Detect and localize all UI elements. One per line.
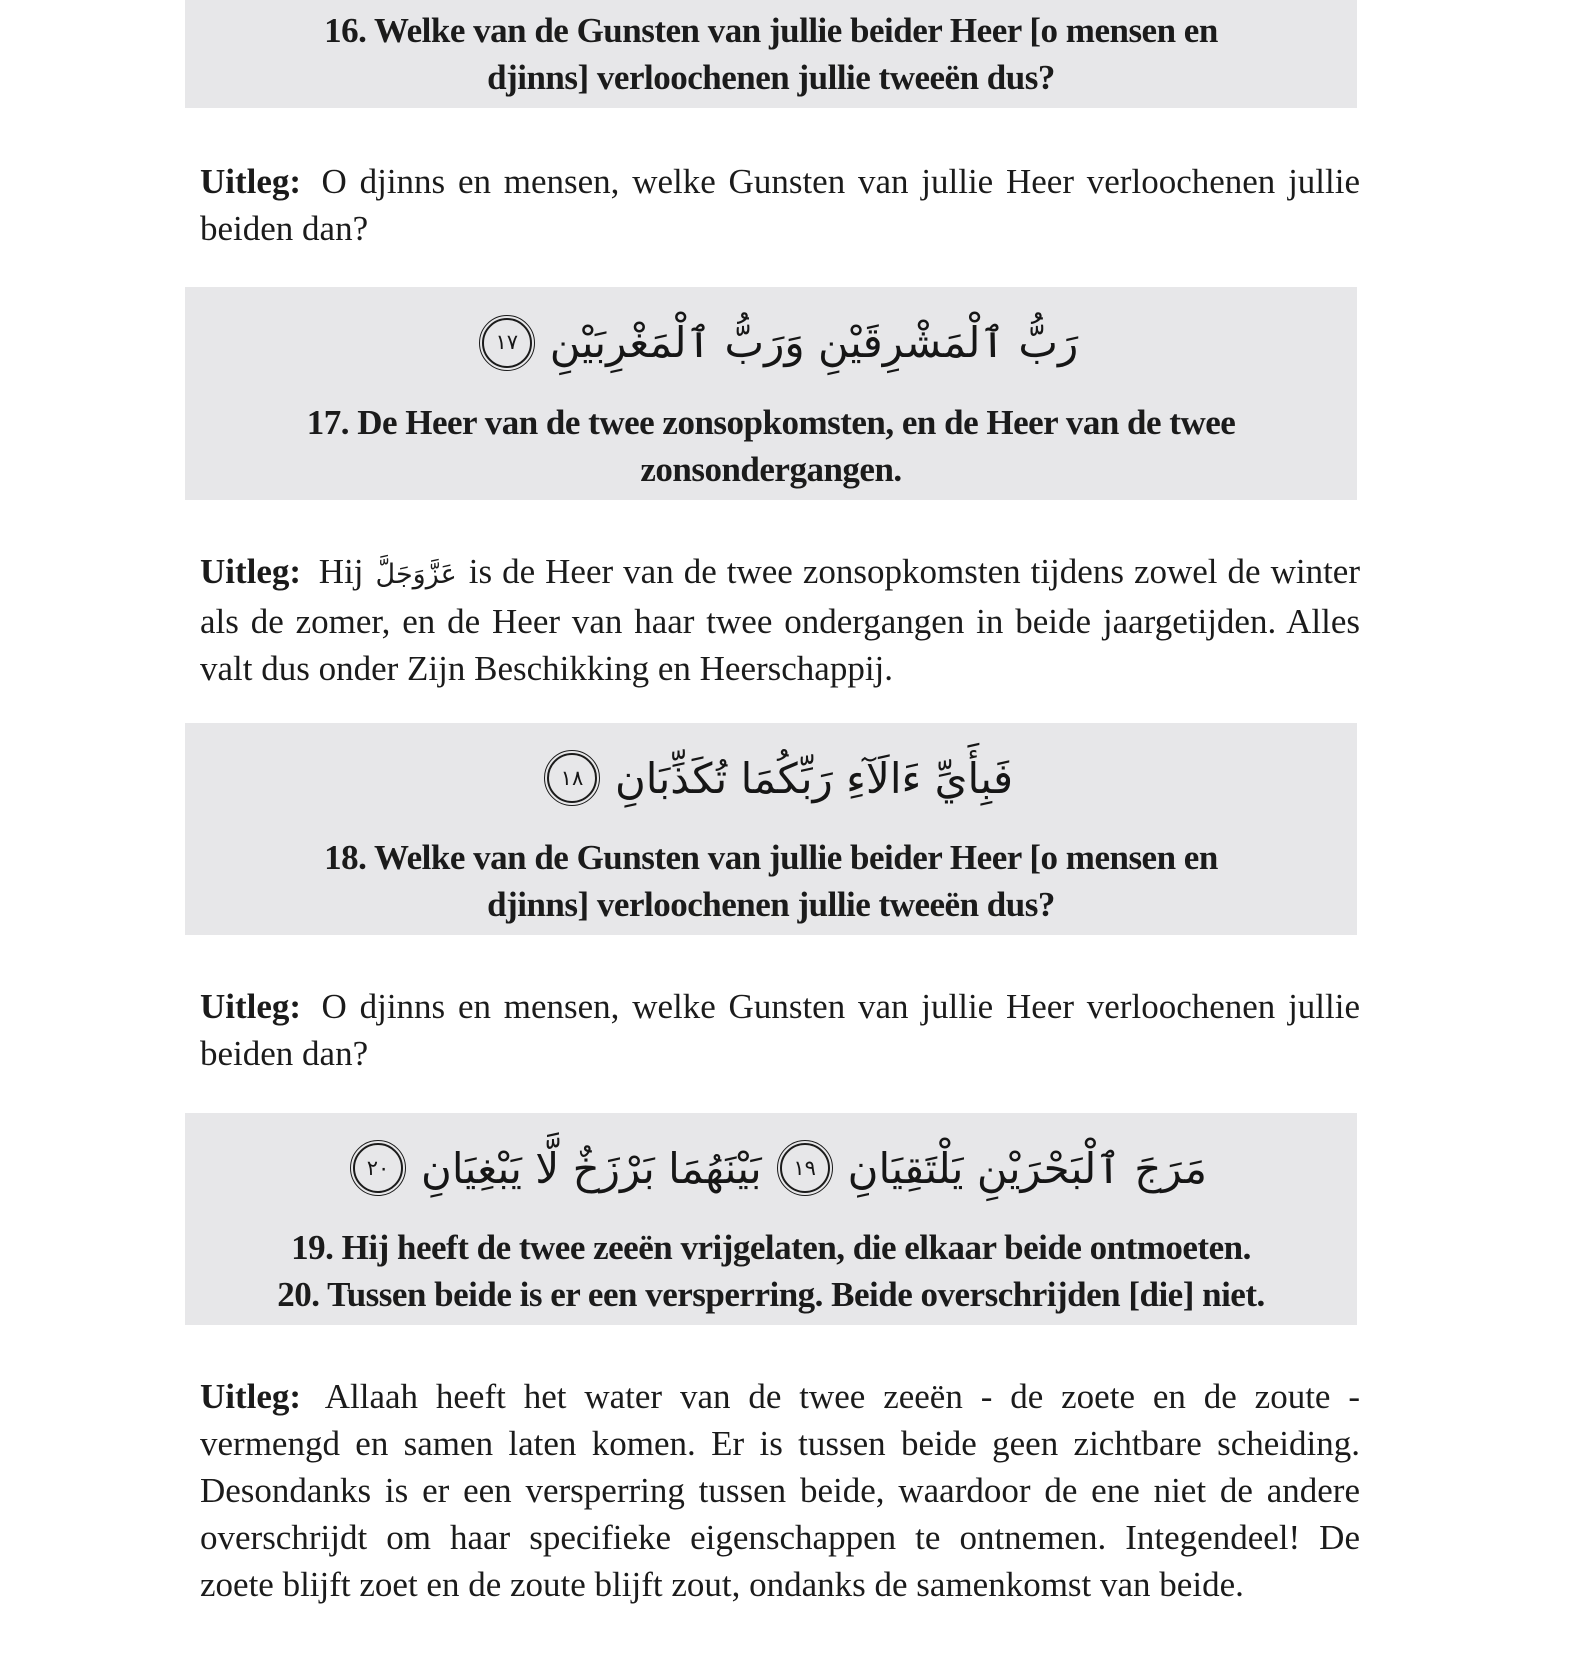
translation-line: 18. Welke van de Gunsten van jullie beider Heer [o mensen en [324,838,1218,877]
arabic-verse-text: مَرَجَ ٱلْبَحْرَيْنِ يَلْتَقِيَانِ [847,1143,1208,1193]
explanation-verses-19-20 [200,1373,1360,1608]
translation-line: 19. Hij heeft de twee zeeën vrijgelaten, die elkaar beide ontmoeten. [291,1228,1251,1267]
translation-line: djinns] verloochenen jullie tweeën dus? [487,885,1055,924]
ayah-number: ١٨ [560,765,584,790]
ayah-number-ornament [353,1143,403,1193]
translation-line: zonsondergangen. [640,449,902,489]
verse-box-17 [185,287,1357,500]
ayah-number-ornament [482,318,532,368]
uitleg-label: Uitleg: [200,162,302,201]
ayah-number: ٢٠ [366,1155,390,1180]
verses-19-20-translation [185,1224,1357,1318]
translation-line: 20. Tussen beide is er een versperring. Beide overschrijden [die] niet. [277,1275,1265,1314]
explanation-verse-17 [200,548,1360,692]
arabic-verse-text: رَبُّ ٱلْمَشْرِقَيْنِ وَرَبُّ ٱلْمَغْرِبَيْنِ [549,318,1079,367]
explanation-verse-16 [200,158,1360,252]
arabic-verse-text: بَيْنَهُمَا بَرْزَخٌ لَّا يَبْغِيَانِ [420,1143,762,1193]
ayah-number: ١٩ [793,1155,816,1180]
honorific-azza-wa-jall: عَزَّوَجَلَّ [375,559,457,590]
arabic-verse-text: فَبِأَيِّ ءَالَآءِ رَبِّكُمَا تُكَذِّبَانِ [614,753,1014,803]
verse-box-19-20 [185,1113,1357,1325]
explanation-verse-18 [200,983,1360,1077]
uitleg-label: Uitleg: [200,1377,302,1416]
ayah-number-ornament [547,753,597,803]
arabic-verse-18 [185,730,1357,826]
uitleg-label: Uitleg: [200,987,302,1026]
verse-16-translation [185,7,1357,101]
uitleg-label: Uitleg: [200,552,302,591]
verse-box-18 [185,723,1357,935]
explanation-text: O djinns en mensen, welke Gunsten van jullie Heer verloochenen jullie beiden dan? [200,987,1361,1073]
verse-18-translation [185,834,1357,928]
arabic-verses-19-20 [185,1120,1357,1216]
verse-box-16 [185,0,1357,108]
translation-line: 16. Welke van de Gunsten van jullie beider Heer [o mensen en [324,11,1218,50]
explanation-text: O djinns en mensen, welke Gunsten van jullie Heer verloochenen jullie beiden dan? [200,162,1361,248]
arabic-verse-17 [185,295,1357,391]
translation-line: djinns] verloochenen jullie tweeën dus? [487,58,1055,97]
ayah-number: ١٧ [495,330,519,354]
explanation-text: Allaah heeft het water van de twee zeeën - de zoete en de zoute - vermengd en samen laten komen. Er is tussen beide geen zichtbare scheiding. Desondanks is er een versperring tussen beide, waardoor de ene niet de andere overschrijdt om haar specifieke eigenschappen te ontnemen. Integendeel! De zoete blijft zoet en de zoute blijft zout, ondanks de samenkomst van beide. [200,1377,1360,1604]
verse-17-translation [185,399,1357,493]
explanation-text: Hij [318,552,364,591]
explanation-text: is de Heer van de twee zonsopkomsten tijdens zowel de winter als de zomer, en de Heer van haar twee ondergangen in beide jaargetijden. Alles valt dus onder Zijn Beschikking en Heerschappij. [200,552,1361,688]
ayah-number-ornament [780,1143,830,1193]
translation-line: 17. De Heer van de twee zonsopkomsten, en de Heer van de twee [306,402,1236,442]
